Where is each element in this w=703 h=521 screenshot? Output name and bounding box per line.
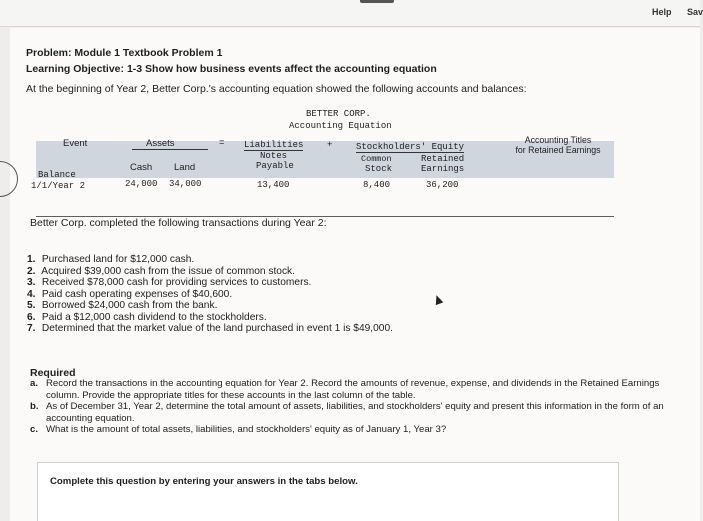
transaction-item [27,300,393,312]
event-header: Event [63,138,88,149]
transaction-item [27,266,393,278]
transaction-item [27,312,393,324]
transaction-number: 5. [27,300,36,311]
liabilities-header: Liabilities [244,140,304,150]
required-item [30,378,670,401]
accounting-equation-table [31,109,640,217]
objective-label: Learning Objective: [26,63,125,75]
equation-heading: Accounting Equation [289,121,392,131]
required-item [30,401,670,424]
tabs-instruction: Complete this question by entering your answers in the tabs below. [50,476,358,487]
save-link[interactable]: Sav [687,7,703,17]
cash-label: Cash [130,162,153,173]
objective-text: 1-3 Show how business events affect the accounting equation [124,63,437,75]
intro-text: At the beginning of Year 2, Better Corp.'s accounting equation showed the following accounts and balances: [26,83,527,95]
transaction-text: Received $78,000 cash for providing services to customers. [41,277,312,288]
required-letter: b. [30,401,39,412]
transaction-item [27,323,393,335]
transaction-number: 6. [27,311,36,323]
required-text: Record the transactions in the accounting equation for Year 2. Record the amounts of revenue, expense, and dividends in the Retained Earnings column. Provide the appropriate titles for these accounts in the last column of the table. [46,378,660,401]
required-text: What is the amount of total assets, liabilities, and stockholders' equity as of January 1, Year 3? [46,424,447,435]
equals-sign: = [219,138,225,148]
previous-nav-button[interactable] [0,161,18,197]
problem-title: Problem: Module 1 Textbook Problem 1 [26,47,223,59]
required-letter: a. [30,378,39,389]
problem-page [10,28,700,521]
transaction-text: Determined that the market value of the land purchased in event 1 is $49,000. [41,323,393,334]
required-item [30,424,670,436]
balance-label: Balance [38,170,76,180]
required-list [30,378,670,436]
help-link[interactable]: Help [652,7,672,17]
mouse-cursor-icon [433,294,444,305]
retained-label: Retained [421,154,465,164]
retained-earnings-balance: 36,200 [426,180,459,190]
transaction-number: 2. [27,265,36,277]
transaction-number: 3. [27,277,36,288]
required-heading: Required [30,367,76,379]
plus-sign: + [327,140,333,150]
answer-tabs-panel [37,462,619,521]
transaction-number: 1. [27,254,36,265]
top-bar [0,0,703,27]
transaction-item [27,277,393,289]
stockholders-equity-header: Stockholders' Equity [356,142,465,152]
transaction-text: Paid a $12,000 cash dividend to the stockholders. [41,311,267,323]
transaction-item [27,289,393,301]
transaction-text: Borrowed $24,000 cash from the bank. [41,300,218,311]
accounting-titles-header [502,135,614,155]
notes-payable-balance: 13,400 [257,180,290,190]
titles-line-2: for Retained Earnings [515,145,601,155]
transaction-number: 4. [27,288,36,300]
transaction-text: Acquired $39,000 cash from the issue of common stock. [41,265,295,277]
balance-date: 1/1/Year 2 [31,181,86,191]
earnings-label: Earnings [421,164,465,174]
cash-balance: 24,000 [125,179,158,189]
company-name: BETTER CORP. [306,109,371,119]
transaction-list [27,254,393,335]
completed-text: Better Corp. completed the following transactions during Year 2: [30,217,327,229]
assets-header: Assets [132,138,208,150]
notes-label: Notes [260,151,288,161]
transaction-text: Paid cash operating expenses of $40,600. [41,288,233,300]
payable-label: Payable [256,161,294,171]
required-text: As of December 31, Year 2, determine the total amount of assets, liabilities, and stockholders' equity and present this information in the form of an accounting equation. [46,401,664,424]
required-letter: c. [30,424,39,435]
titles-line-1: Accounting Titles [524,135,592,145]
common-stock-balance: 8,400 [363,180,391,190]
transaction-item [27,254,393,266]
transaction-text: Purchased land for $12,000 cash. [41,254,195,265]
active-tab-indicator [360,0,394,3]
learning-objective [26,63,437,75]
stock-label: Stock [365,164,393,174]
common-label: Common [361,154,392,164]
transaction-number: 7. [27,323,36,334]
land-label: Land [174,162,196,173]
land-balance: 34,000 [169,179,202,189]
